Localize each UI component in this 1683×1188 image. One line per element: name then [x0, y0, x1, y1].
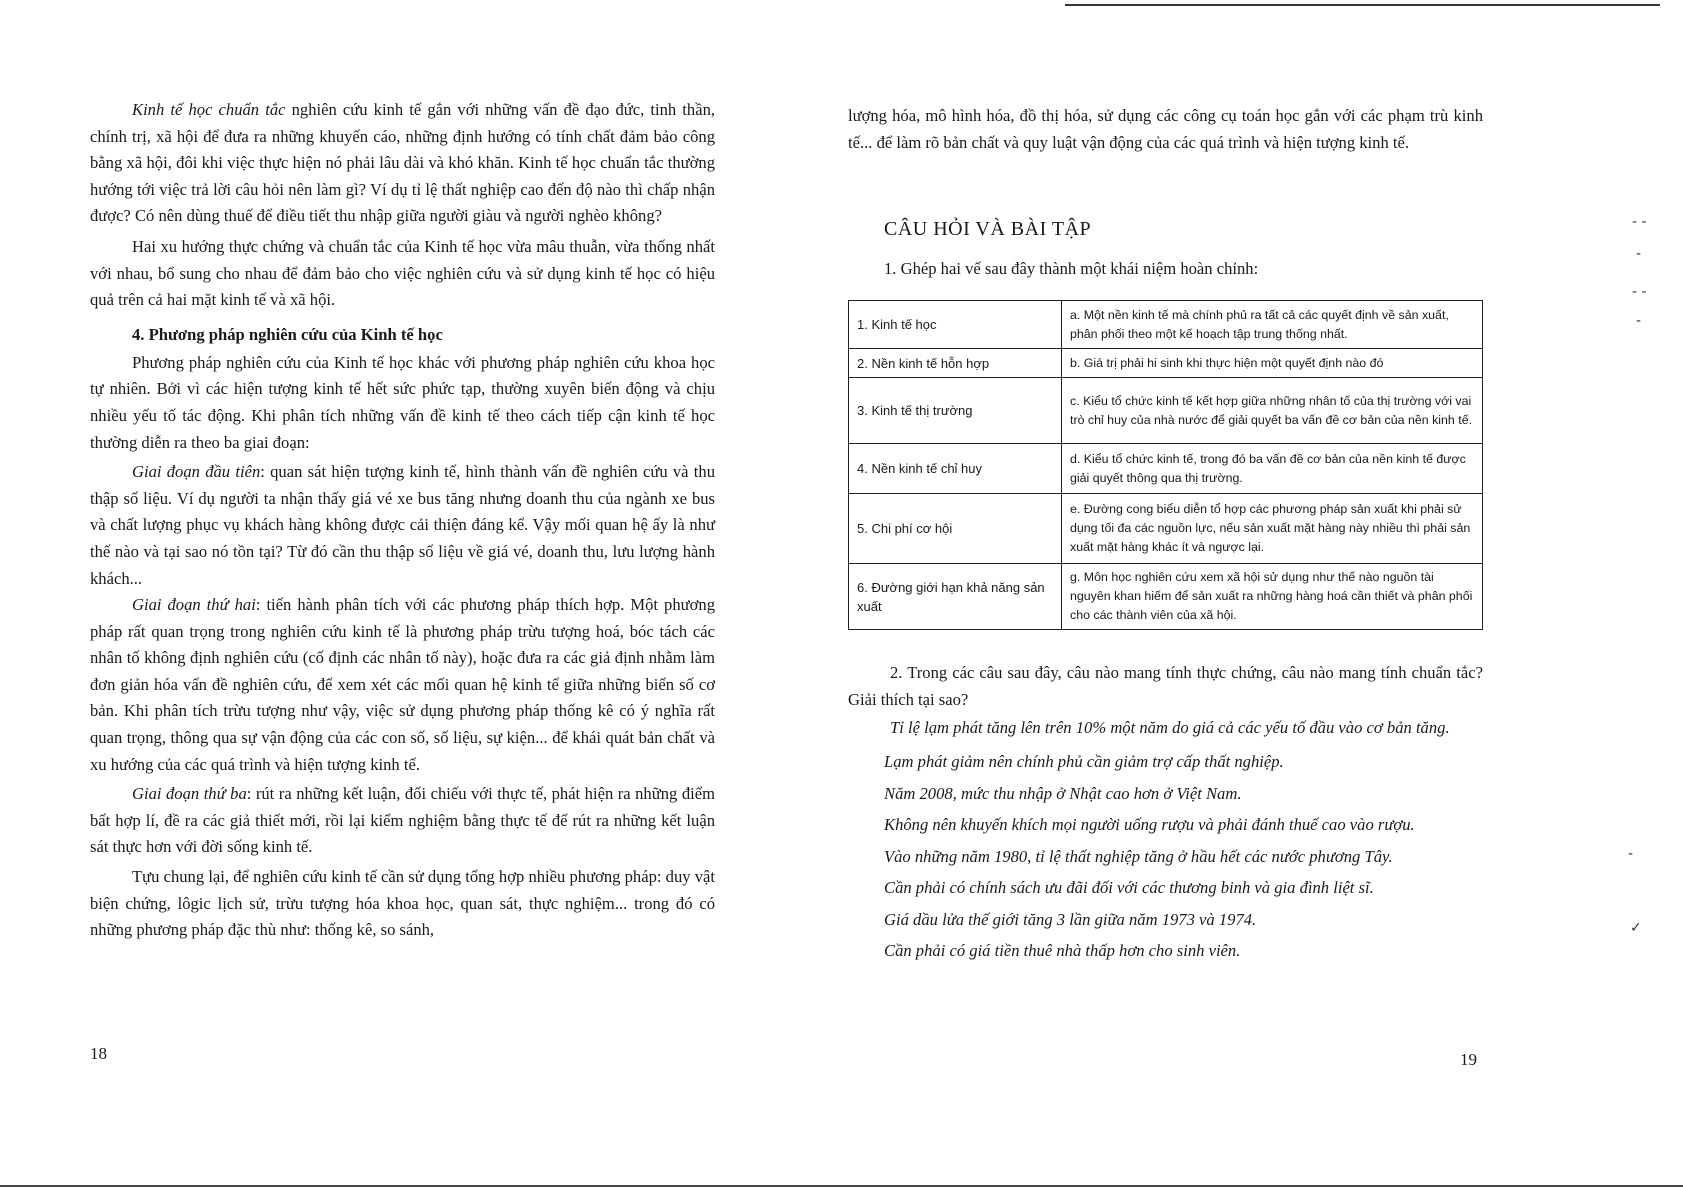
exercise-header: [884, 218, 1519, 241]
term-cell: 5. Chi phí cơ hội: [849, 494, 1062, 564]
paragraph-two: Hai xu hướng thực chứng và chuẩn tắc của Kinh tế học vừa mâu thuẫn, vừa thống nhất với nhau, bổ sung cho nhau để đảm bảo cho việc nghiên cứu và sử dụng kinh tế học có hiệu quả trên cả hai mặt kinh tế và xã hội.: [90, 236, 715, 310]
continuation-paragraph: lượng hóa, mô hình hóa, đồ thị hóa, sử dụng các công cụ toán học gắn với các phạm trù kinh tế... để làm rõ bản chất và quy luật vận động của các quá trình và hiện tượng kinh tế.: [848, 106, 1483, 152]
left-page: [90, 0, 715, 1188]
statements-block: [848, 714, 1483, 967]
stage-one-term: Giai đoạn đầu tiên: [132, 462, 261, 482]
table-row: [849, 444, 1483, 494]
margin-speck: - -: [1632, 284, 1647, 300]
left-text-block: [90, 97, 715, 944]
statement-item: Cần phải có chính sách ưu đãi đối với các thương binh và gia đình liệt sĩ.: [884, 878, 1374, 897]
intro-paragraph: [90, 97, 715, 230]
table-row: [849, 349, 1483, 378]
term-cell: 2. Nền kinh tế hỗn hợp: [849, 349, 1062, 378]
definition-cell: g. Môn học nghiên cứu xem xã hội sử dụng như thế nào nguồn tài nguyên khan hiếm để sản xuất ra những hàng hoá cần thiết và phân phối cho các thành viên của xã hội.: [1062, 564, 1483, 630]
summary-paragraph: Tựu chung lại, để nghiên cứu kinh tế cần sử dụng tổng hợp nhiều phương pháp: duy vật biện chứng, lôgic lịch sử, trừu tượng hóa khoa học, quan sát, thực nghiệm... trong đó có những phương pháp đặc thù như: thống kê, so sánh,: [90, 867, 715, 940]
statement-item: Năm 2008, mức thu nhập ở Nhật cao hơn ở Việt Nam.: [884, 783, 1242, 803]
intro-term: Kinh tế học chuẩn tắc: [132, 100, 286, 119]
margin-speck: -: [1636, 313, 1642, 329]
exercise-section-title: CÂU HỎI VÀ BÀI TẬP: [884, 218, 1092, 240]
table-row: [849, 378, 1483, 444]
question-one-block: [848, 259, 1483, 279]
term-cell: 4. Nền kinh tế chỉ huy: [849, 444, 1062, 494]
left-page-number: 18: [90, 1044, 107, 1063]
definition-cell: c. Kiểu tổ chức kinh tế kết hợp giữa những nhân tố của thị trường với vai trò chỉ huy của nhà nước để giải quyết ba vấn đề cơ bản của nền kinh tế.: [1062, 378, 1483, 444]
definition-cell: b. Giá trị phải hi sinh khi thực hiện một quyết định nào đó: [1062, 349, 1483, 378]
definition-cell: a. Một nền kinh tế mà chính phủ ra tất cả các quyết định về sản xuất, phân phối theo một kế hoạch tập trung thống nhất.: [1062, 301, 1483, 349]
margin-speck: -: [1636, 246, 1642, 262]
statement-item: Vào những năm 1980, tỉ lệ thất nghiệp tăng ở hầu hết các nước phương Tây.: [884, 846, 1393, 866]
methods-paragraph: Phương pháp nghiên cứu của Kinh tế học khác với phương pháp nghiên cứu khoa học tự nhiên. Bởi vì các hiện tượng kinh tế hết sức phức tạp, thường xuyên biến động và chịu nhiều yếu tố tác động. Khi phân tích những vấn đề kinh tế theo cách tiếp cận kinh tế học thường diễn ra theo ba giai đoạn:: [90, 352, 715, 452]
matching-table-wrap: [848, 300, 1483, 630]
statement-item: Không nên khuyến khích mọi người uống rượu và phải đánh thuế cao vào rượu.: [884, 815, 1415, 834]
question-two-block: [848, 660, 1483, 713]
continuation-block: [848, 103, 1483, 156]
statement-item: Giá dầu lửa thế giới tăng 3 lần giữa năm 1973 và 1974.: [884, 909, 1257, 929]
statement-item: Cần phải có giá tiền thuê nhà thấp hơn cho sinh viên.: [884, 941, 1241, 960]
question-two: 2. Trong các câu sau đây, câu nào mang tính thực chứng, câu nào mang tính chuẩn tắc? Giải thích tại sao?: [848, 663, 1483, 709]
stage-two-paragraph: [90, 592, 715, 778]
margin-speck: -: [1628, 846, 1634, 862]
stage-one-text: : quan sát hiện tượng kinh tế, hình thành vấn đề nghiên cứu và thu thập số liệu. Ví dụ người ta nhận thấy giá vé xe bus tăng nhưng doanh thu của ngành xe bus và chất lượng phục vụ khách hàng không được cải thiện đáng kể. Vậy mối quan hệ ấy là như thế nào và tại sao nó tồn tại? Từ đó cần thu thập số liệu về giá vé, doanh thu, lưu lượng hành khách...: [90, 462, 715, 588]
stage-one-paragraph: [90, 459, 715, 592]
table-row: [849, 301, 1483, 349]
stage-two-text: : tiến hành phân tích với các phương pháp thích hợp. Một phương pháp rất quan trọng trong nghiên cứu kinh tế là phương pháp trừu tượng hoá, bóc tách các nhân tố không định nghiên cứu (cố định các nhân tố này), hoặc đưa ra các giả định nhằm làm đơn giản hóa vấn đề nghiên cứu, để xem xét các mối quan hệ kinh tế giữa những biến số cơ bản. Khi phân tích trừu tượng như vậy, việc sử dụng phương pháp thống kê có ý nghĩa rất quan trọng, thông qua sự vận động của các con số, số liệu, sự kiện... để khái quát bản chất và xu hướng của các quá trình và hiện tượng kinh tế.: [90, 595, 715, 774]
term-cell: 1. Kinh tế học: [849, 301, 1062, 349]
intro-text: nghiên cứu kinh tế gắn với những vấn đề đạo đức, tinh thần, chính trị, xã hội để đưa ra những khuyến cáo, những định hướng có tính chất đảm bảo công bằng xã hội, đôi khi việc thực hiện nó phải lâu dài và khó khăn. Kinh tế học chuẩn tắc thường hướng tới việc trả lời câu hỏi nên làm gì? Ví dụ tỉ lệ thất nghiệp cao đến độ nào thì chấp nhận được? Có nên dùng thuế để điều tiết thu nhập giữa người giàu và người nghèo không?: [90, 100, 716, 226]
stage-two-term: Giai đoạn thứ hai: [132, 595, 256, 615]
definition-cell: e. Đường cong biểu diễn tổ hợp các phương pháp sản xuất khi phải sử dụng tối đa các nguồn lực, nếu sản xuất mặt hàng này nhiều thì phải sản xuất mặt hàng khác ít và ngược lại.: [1062, 494, 1483, 564]
margin-speck: ✓: [1630, 920, 1642, 936]
stage-three-term: Giai đoạn thứ ba: [132, 784, 247, 804]
question-one: 1. Ghép hai vế sau đây thành một khái niệm hoàn chỉnh:: [884, 259, 1259, 278]
right-page-number: 19: [1460, 1050, 1477, 1069]
table-row: [849, 494, 1483, 564]
statement-item: Lạm phát giảm nên chính phủ cần giảm trợ cấp thất nghiệp.: [884, 752, 1284, 771]
term-cell: 6. Đường giới hạn khả năng sản xuất: [849, 564, 1062, 630]
definition-cell: d. Kiểu tổ chức kinh tế, trong đó ba vấn đề cơ bản của nền kinh tế được giải quyết thông qua thị trường.: [1062, 444, 1483, 494]
matching-table: [848, 300, 1483, 630]
term-cell: 3. Kinh tế thị trường: [849, 378, 1062, 444]
section-heading-4: 4. Phương pháp nghiên cứu của Kinh tế học: [132, 324, 443, 344]
right-page: [848, 0, 1483, 1188]
table-row: [849, 564, 1483, 630]
margin-speck: - -: [1632, 214, 1647, 230]
statement-item: Tỉ lệ lạm phát tăng lên trên 10% một năm do giá cả các yếu tố đầu vào cơ bản tăng.: [890, 718, 1450, 737]
stage-three-text: : rút ra những kết luận, đối chiếu với thực tế, phát hiện ra những điểm bất hợp lí, đề ra các giả thiết mới, rồi lại kiểm nghiệm bằng thực tế để rút ra những kết luận sát thực hơn với đời sống kinh tế.: [90, 784, 715, 857]
stage-three-paragraph: [90, 781, 715, 861]
